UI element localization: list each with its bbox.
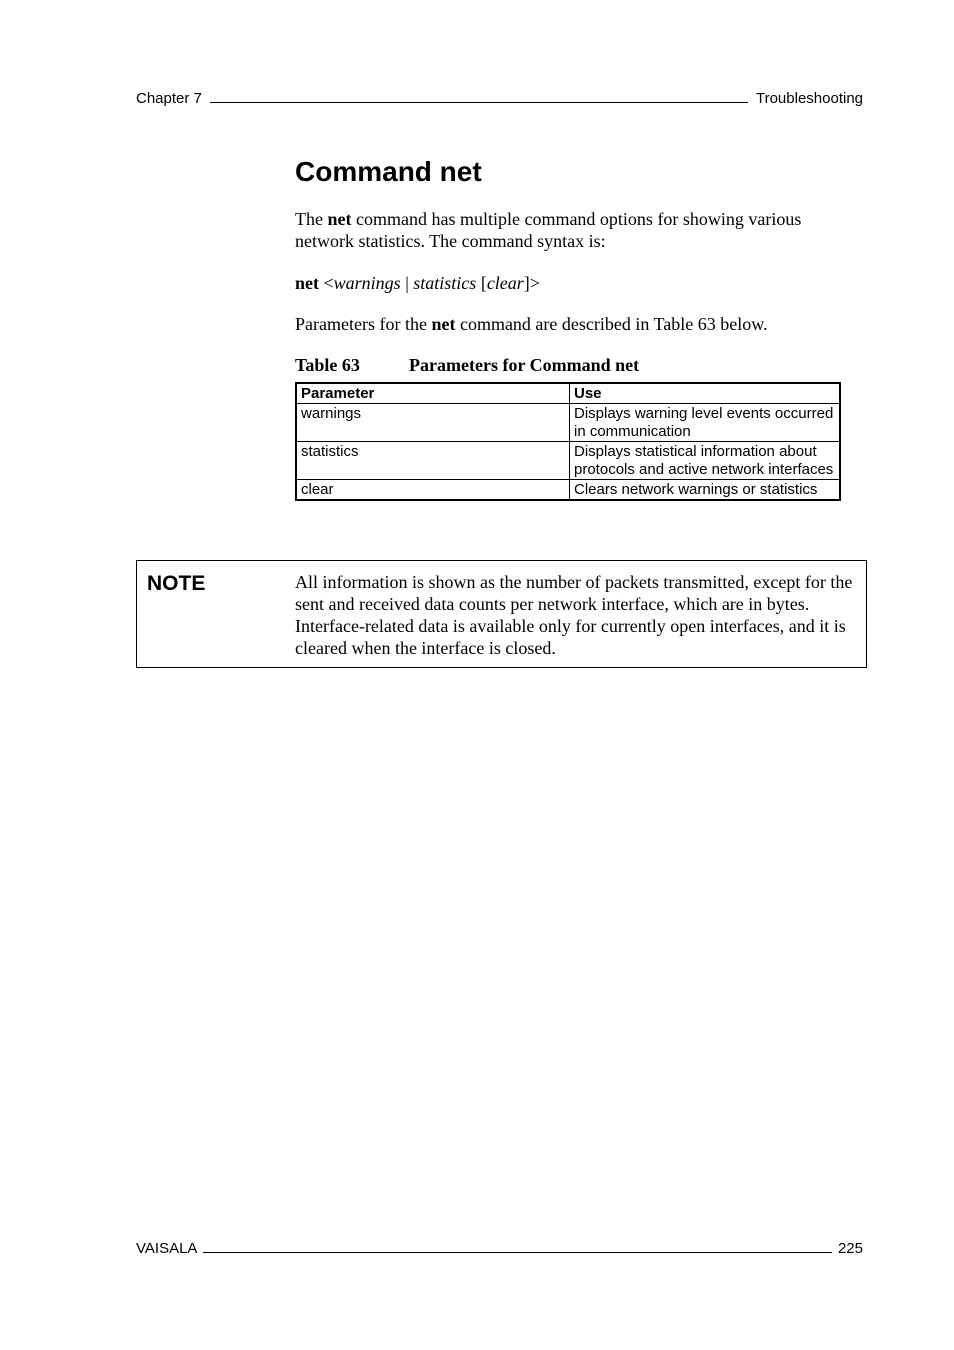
page-header xyxy=(136,90,863,107)
footer-rule xyxy=(203,1240,832,1253)
table-row xyxy=(296,480,840,501)
syntax-open: < xyxy=(319,273,334,293)
table-number: Table 63 xyxy=(295,355,360,375)
params-text-post: command are described in Table 63 below. xyxy=(455,314,768,334)
param-cell: warnings xyxy=(296,404,570,442)
intro-paragraph xyxy=(295,208,843,252)
params-command: net xyxy=(431,314,456,334)
footer-brand: VAISALA xyxy=(136,1240,198,1257)
note-text: All information is shown as the number of packets transmitted, except for the sent and received data counts per network interface, which are in bytes. Interface-related data is available only for currently open interfaces, and it is cleared when the interface is closed. xyxy=(295,572,853,658)
syntax-command: net xyxy=(295,273,319,293)
page-footer xyxy=(136,1240,863,1257)
header-rule xyxy=(210,90,748,103)
page-title: Command net xyxy=(295,156,482,187)
use-cell: Displays warning level events occurred in communication xyxy=(570,404,841,442)
syntax-option-clear: clear xyxy=(486,273,524,293)
main-content xyxy=(295,150,843,501)
syntax-option-statistics: statistics xyxy=(413,273,477,293)
param-cell: statistics xyxy=(296,442,570,480)
syntax-close: ]> xyxy=(523,273,540,293)
section-label: Troubleshooting xyxy=(755,90,863,107)
param-cell: clear xyxy=(296,480,570,501)
table-caption xyxy=(295,354,843,376)
intro-text-post: command has multiple command options for showing various network statistics. The command syntax is: xyxy=(295,209,802,251)
header-use: Use xyxy=(570,383,841,404)
syntax-option-warnings: warnings xyxy=(333,273,401,293)
use-cell: Displays statistical information about protocols and active network interfaces xyxy=(570,442,841,480)
use-cell: Clears network warnings or statistics xyxy=(570,480,841,501)
syntax-separator: | xyxy=(400,273,414,293)
note-label: NOTE xyxy=(147,572,206,595)
parameters-table xyxy=(295,382,841,501)
syntax-line xyxy=(295,272,843,294)
table-row xyxy=(296,404,840,442)
params-paragraph xyxy=(295,313,843,335)
table-header-row xyxy=(296,383,840,404)
page-number: 225 xyxy=(837,1240,863,1257)
table-row xyxy=(296,442,840,480)
chapter-label: Chapter 7 xyxy=(136,90,202,107)
table-title: Parameters for Command net xyxy=(409,355,640,375)
header-parameter: Parameter xyxy=(296,383,570,404)
note-box xyxy=(136,560,867,668)
params-text-pre: Parameters for the xyxy=(295,314,432,334)
intro-command: net xyxy=(327,209,352,229)
intro-text-pre: The xyxy=(295,209,328,229)
syntax-bracket-open: [ xyxy=(476,273,487,293)
